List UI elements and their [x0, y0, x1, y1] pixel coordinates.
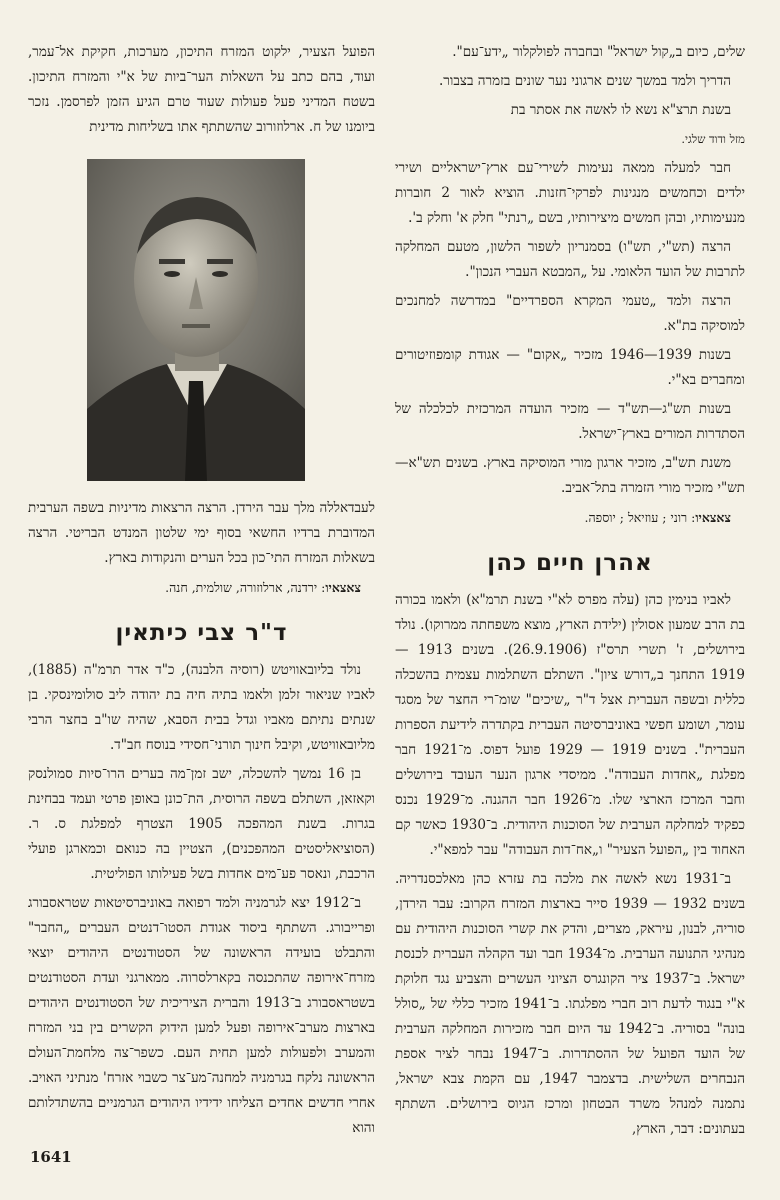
text-paragraph: שלים, כיום ב„קול ישראל" ובחברה לפולקלור „ידע־עם". [452, 44, 745, 60]
text-paragraph: חבר למעלה ממאה נעימות לשירי־עם ארץ־ישראליים ושירי ילדים וכחמשים מנגינות לפרקי־חזנות. הוציא לאור 2 חוברות מנעימותיו, ובהן חמשים מיצירותיו, בשם „רנתי" חלק א' וחלק ב'. [395, 160, 745, 226]
children-names: : ירדנה, ארלוזורה, שולמית, חנה. [165, 580, 326, 595]
entry-heading: אהרן חיים כהן [487, 550, 653, 576]
children-names: : רוני ; עוזיאל ; יוספה. [584, 510, 696, 525]
children-line [395, 505, 745, 530]
children-label: צאצאיו [695, 510, 731, 525]
text-paragraph: הרצה ולמד „טעמי המקרא הספרדיים" במדרשה למחנכים למוסיקה בת"א. [395, 293, 745, 334]
entry-heading: ד"ר צבי כיתאין [115, 620, 288, 646]
bio-paragraph: בן 16 נמשך להשכלה, ישב זמן־מה בערים הרו־סיות סמולנסק וקאזאן, השתלם בשפה הרוסית, הת־כונן באופן פרטי ועמד בבחינת בגרות. בשנת המהפכה 1905 הצטרף למפלגת ס. ר. (הסוציאליסטים המהפכנים), הצטיין בה כנואם וכמארגן פועלי הרכבת, ונאסר פע־מים אחדות בשל פעילותו הפוליטית. [28, 766, 375, 882]
bio-paragraph: ב־1912 יצא לגרמניה ולמד רפואה באוניברסיטאות שטראסבורג ופרייבורג. השתתף ביסוד אגודת הסטו־דנטים העברים „החבר" והתבלט בועידה הראשונה של הסטודנטים היהודים יוצאי מזרח־אירופה שהתכנסה בקארלסרוה. ממארגני ועדת הסטודנטים בשטראסבורג ב־1913 והברית הציריכית של הסטודנטים היהודים בארצות מערב־אירופה ופעל למען הידוק הקשרים בין בני המזרח והמערב ולפעולות למען תחית העם. כשפר־צה מלחמת־העולם הראשונה נלקח בגרמניה למחנה־מע־צר כשבוי אזרח' מנתיני האויב. אחרי חדשים אחדים הצליחו ידידיו היהודים הגרמניים בהשתדלותם והוא [28, 895, 375, 1136]
text-paragraph: הדריך ולמד במשך שנים ארגוני נער שונים בזמרה בצבור. [439, 73, 731, 89]
children-line [28, 575, 375, 600]
text-paragraph: משנת תש"ב, מזכיר ארגון מורי המוסיקה בארץ. בשנים תש"א—תש"י מזכיר מורי הזמרה בתל־אביב. [395, 455, 745, 496]
spouse-parents-line: מזל ודוד שלגי. [681, 132, 745, 146]
bio-paragraph: ב־1931 נשא לאשה את מלכה בת עזרא כהן מאלכסנדריה. בשנים 1932 — 1939 סייר בארצות המזרח הקרוב: עבר הירדן, סוריה, לבנון, עיראק, מצרים, והדק את קשרי הסוכנות היהודית עם מנהיגי התנועה הערבית. מ־1934 חבר ועד הקהלה העברית לכנסת ישראל. ב־1937 ציר הקונגרס הציוני העשרים והצביע נגד חלוקת א"י בנגוד לדעת רוב חברי מפלגתו. ב־1941 מזכיר כללי של „סולל בונה" בסוריה. ב־1942 עד היום חבר מזכירות המחלקה הערבית של הועד הפועל של ההסתדרות. ב־1947 נבחר לציר אספת הנבחרים השלישית. בדצמבר 1947, עם הקמת צבא ישראל, נתמנה למנהל משרד הבטחון ומרכז הגיוס בירושלים. השתתף בעתונים: דבר, הארץ, [395, 871, 745, 1137]
right-column [395, 40, 745, 1146]
text-paragraph: בשנות 1939—1946 מזכיר „אקום" — אגודת קומפוזיטורים ומחברים בא"י. [395, 347, 745, 388]
bio-paragraph: לאביו בנימין כהן (עלה מפרס לא"י בשנת תרמ"א) ולאמו בכורה בת הרב שמעון אסולין (ילידת הארץ, מוצא משפחתה ממרוקו). נולד בירושלים, ז' תשרי תרס"ז (26.9.1906). בשנים 1913 — 1919 התחנך ב„דורש ציון". השתלם השתלמות עצמית בהשכלה כללית ובשפה העברית אצל ד"ר „שיכים" שומ־רי החצר של מסגד עומר, ושומע חפשי באוניברסיטה העברית בקתדרה לידיעת הספרות העברית". בשנים 1919 — 1929 פועל דפוס. מ־1921 חבר מפלגת „אחדות העבודה". ממיסדי ארגון הנער העובד בירושלים וחבר המרכז הארצי שלו. מ־1926 חבר ההגנה. מ־1929 נכנס כפקיד למחלקה הערבית של הסוכנות היהודית. ב־1930 כאשר קם האחוד בין „הפועל הצעיר" ו„אח־דות העבודה" עבר למפא"י. [395, 592, 746, 858]
children-label: צאצאיו [325, 580, 361, 595]
text-paragraph: בשנת תרצ"א נשא לו לאשה את אסתר בת [510, 102, 731, 118]
bio-paragraph: נולד בליובאוויטש (רוסיה הלבנה), כ"ד אדר תרמ"ה (1885), לאביו שניאור זלמן ולאמו בתיה חיה בת יהודה ליב סולומינסקי. בן שנתים נתיתם מאביו וגדל בבית הסבא, שהיה שו"ב בחצר הרבי מליובאוויטש, וקיבל חינוך תורני־חסידי בנוסח חב"ד. [28, 662, 375, 753]
portrait-photo [87, 159, 305, 481]
page-number: 1641 [30, 1148, 72, 1166]
text-paragraph: הפועל הצעיר, ילקוט המזרח התיכון, מערכות, חקיקת אל־עמר, ועוד, בהם כתב על השאלות הער־ביות של א"י והמזרח התיכון. בשטח המדיני פעל פעולות שעוד טרם הגיע הזמן לפרסמן. נזכר ביומנו של ח. ארלוזורוב שהשתתף אתו בשליחות מדינית [28, 44, 375, 135]
text-paragraph: בשנות תש"ג—תש"ד — מזכיר הועדה המרכזית לכלכלה של הסתדרות המורים בארץ־ישראל. [395, 401, 745, 442]
text-paragraph: לעבדאללה מלך עבר הירדן. הרצה הרצאות מדיניות בשפה הערבית המדוברת ברדיו החשאי בסוף ימי שלטון המנדט הבריטי. הרצה בשאלות המזרח התי־כון בכל הערים והנקודות בארץ. [28, 500, 375, 566]
text-paragraph: הרצה (תש"י, תש"ו) בסמנריון לשפור הלשון, מטעם המחלקה לתרבות של הועד הלאומי. על „המבטא העברי הנכון". [395, 239, 745, 280]
